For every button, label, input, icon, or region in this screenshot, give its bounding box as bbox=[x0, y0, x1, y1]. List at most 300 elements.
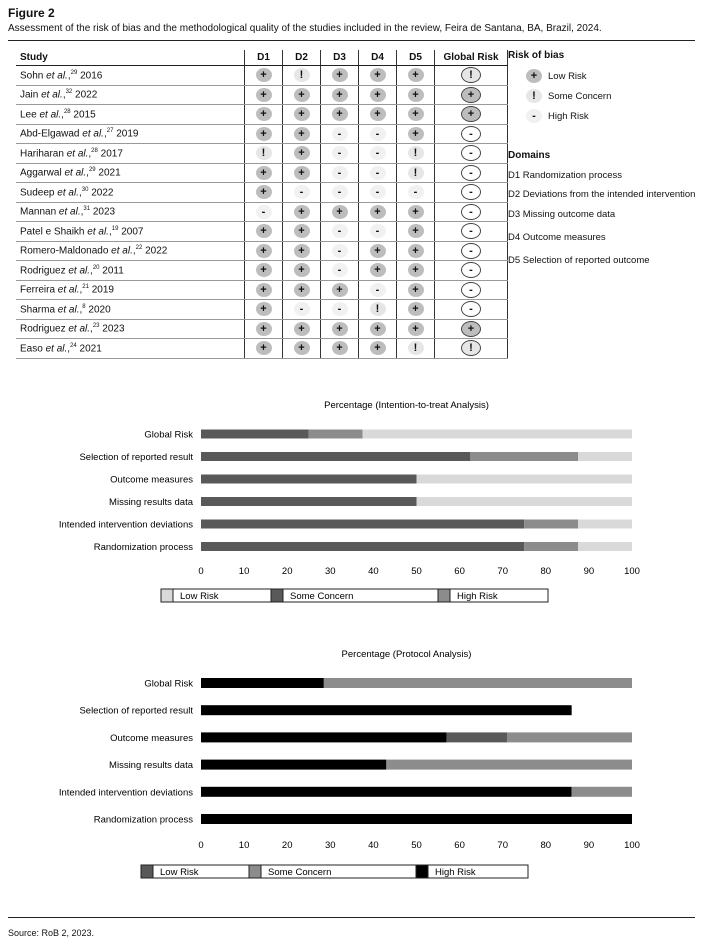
plus-icon: + bbox=[408, 224, 424, 238]
minus-icon: - bbox=[408, 185, 424, 199]
table-row bbox=[16, 85, 508, 105]
minus-icon: - bbox=[370, 224, 386, 238]
domain-cell-d2 bbox=[283, 202, 321, 222]
plus-icon: + bbox=[294, 224, 310, 238]
bar-segment bbox=[578, 452, 632, 461]
domain-cell-d2 bbox=[283, 280, 321, 300]
x-tick-label: 50 bbox=[411, 840, 422, 851]
minus-icon: - bbox=[256, 205, 272, 219]
table-row bbox=[16, 202, 508, 222]
plus-icon: + bbox=[461, 87, 481, 103]
study-name: Patel e Shaikh et al.,$^{19}$ 2007 bbox=[16, 222, 245, 242]
chart-title: Percentage (Intention-to-treat Analysis) bbox=[324, 400, 489, 411]
category-label: Missing results data bbox=[109, 497, 193, 508]
plus-icon: + bbox=[294, 341, 310, 355]
domain-cell-d2 bbox=[283, 222, 321, 242]
plus-icon: + bbox=[256, 283, 272, 297]
minus-icon: - bbox=[461, 145, 481, 161]
minus-icon: - bbox=[461, 165, 481, 181]
plus-icon: + bbox=[526, 69, 542, 83]
table-row bbox=[16, 241, 508, 261]
bar-segment bbox=[201, 705, 572, 715]
minus-icon: - bbox=[461, 204, 481, 220]
bar-segment bbox=[324, 678, 632, 688]
header-d4: D4 bbox=[359, 50, 397, 66]
exclamation-icon: ! bbox=[408, 166, 424, 180]
plus-icon: + bbox=[461, 106, 481, 122]
domain-cell-d1 bbox=[245, 339, 283, 359]
x-tick-label: 30 bbox=[325, 566, 336, 577]
domains-list bbox=[508, 150, 703, 274]
domain-cell-d3 bbox=[321, 85, 359, 105]
domain-cell-d2 bbox=[283, 124, 321, 144]
bar-segment bbox=[201, 452, 470, 461]
plus-icon: + bbox=[461, 321, 481, 337]
domain-cell-d5 bbox=[397, 300, 435, 320]
plus-icon: + bbox=[294, 263, 310, 277]
global-risk-cell bbox=[435, 66, 508, 86]
domain-cell-d5 bbox=[397, 144, 435, 164]
domain-cell-d1 bbox=[245, 105, 283, 125]
exclamation-icon: ! bbox=[526, 89, 542, 103]
domain-cell-d3 bbox=[321, 339, 359, 359]
legend-swatch bbox=[271, 589, 283, 602]
study-name: Ferreira et al.,$^{21}$ 2019 bbox=[16, 280, 245, 300]
legend-swatch bbox=[438, 589, 450, 602]
minus-icon: - bbox=[332, 146, 348, 160]
plus-icon: + bbox=[256, 244, 272, 258]
domain-cell-d4 bbox=[359, 85, 397, 105]
domain-cell-d5 bbox=[397, 202, 435, 222]
domain-cell-d5 bbox=[397, 222, 435, 242]
table-header-row bbox=[16, 50, 508, 66]
study-name: Mannan et al.,$^{31}$ 2023 bbox=[16, 202, 245, 222]
table-row bbox=[16, 105, 508, 125]
bar-segment bbox=[447, 732, 507, 742]
risk-of-bias-table bbox=[16, 50, 508, 359]
legend-label: High Risk bbox=[548, 110, 589, 122]
category-label: Global Risk bbox=[144, 429, 193, 441]
domain-cell-d3 bbox=[321, 202, 359, 222]
plus-icon: + bbox=[408, 322, 424, 336]
study-name: Lee et al.,$^{28}$ 2015 bbox=[16, 105, 245, 125]
domain-cell-d2 bbox=[283, 163, 321, 183]
domain-cell-d1 bbox=[245, 241, 283, 261]
study-name: Jain et al.,$^{32}$ 2022 bbox=[16, 85, 245, 105]
plus-icon: + bbox=[294, 107, 310, 121]
x-tick-label: 10 bbox=[238, 566, 250, 577]
minus-icon: - bbox=[332, 224, 348, 238]
minus-icon: - bbox=[461, 282, 481, 298]
plus-icon: + bbox=[294, 283, 310, 297]
header-global-risk: Global Risk bbox=[435, 50, 508, 66]
global-risk-cell bbox=[435, 339, 508, 359]
plus-icon: + bbox=[370, 263, 386, 277]
domain-cell-d4 bbox=[359, 339, 397, 359]
domain-item: D1 Randomization process bbox=[508, 170, 623, 181]
global-risk-cell bbox=[435, 202, 508, 222]
plus-icon: + bbox=[256, 302, 272, 316]
domain-cell-d5 bbox=[397, 85, 435, 105]
plus-icon: + bbox=[370, 107, 386, 121]
global-risk-cell bbox=[435, 105, 508, 125]
global-risk-cell bbox=[435, 261, 508, 281]
domain-cell-d5 bbox=[397, 183, 435, 203]
plus-icon: + bbox=[332, 341, 348, 355]
exclamation-icon: ! bbox=[256, 146, 272, 160]
domain-cell-d4 bbox=[359, 241, 397, 261]
study-name: Rodriguez et al.,$^{20}$ 2011 bbox=[16, 261, 245, 281]
plus-icon: + bbox=[294, 146, 310, 160]
plus-icon: + bbox=[332, 88, 348, 102]
x-tick-label: 0 bbox=[198, 566, 204, 577]
domain-cell-d1 bbox=[245, 202, 283, 222]
header-study: Study bbox=[16, 50, 245, 66]
x-tick-label: 90 bbox=[583, 566, 595, 577]
category-label: Selection of reported result bbox=[79, 452, 193, 463]
plus-icon: + bbox=[408, 127, 424, 141]
table-row bbox=[16, 183, 508, 203]
table-body bbox=[16, 66, 508, 359]
domain-cell-d5 bbox=[397, 339, 435, 359]
minus-icon: - bbox=[332, 302, 348, 316]
study-name: Sohn et al.,$^{29}$ 2016 bbox=[16, 66, 245, 86]
exclamation-icon: ! bbox=[370, 302, 386, 316]
bar-segment bbox=[201, 787, 572, 797]
plus-icon: + bbox=[332, 283, 348, 297]
domain-cell-d5 bbox=[397, 105, 435, 125]
domain-cell-d1 bbox=[245, 222, 283, 242]
legend-label: High Risk bbox=[435, 867, 476, 878]
plus-icon: + bbox=[370, 244, 386, 258]
global-risk-cell bbox=[435, 163, 508, 183]
minus-icon: - bbox=[332, 185, 348, 199]
minus-icon: - bbox=[461, 223, 481, 239]
domain-cell-d1 bbox=[245, 66, 283, 86]
plus-icon: + bbox=[256, 166, 272, 180]
bar-segment bbox=[201, 430, 309, 439]
bar-segment bbox=[363, 430, 632, 439]
x-tick-label: 0 bbox=[198, 840, 204, 851]
x-tick-label: 10 bbox=[238, 840, 250, 851]
category-label: Missing results data bbox=[109, 760, 193, 772]
bar-segment bbox=[572, 787, 632, 797]
bar-segment bbox=[417, 497, 633, 506]
plus-icon: + bbox=[256, 322, 272, 336]
bar-segment bbox=[201, 732, 447, 742]
minus-icon: - bbox=[461, 301, 481, 317]
domain-cell-d1 bbox=[245, 300, 283, 320]
exclamation-icon: ! bbox=[294, 68, 310, 82]
domain-cell-d1 bbox=[245, 124, 283, 144]
plus-icon: + bbox=[408, 88, 424, 102]
domain-cell-d2 bbox=[283, 144, 321, 164]
domain-cell-d3 bbox=[321, 163, 359, 183]
table-row bbox=[16, 163, 508, 183]
domain-cell-d3 bbox=[321, 183, 359, 203]
chart-intention-to-treat bbox=[0, 392, 703, 612]
plus-icon: + bbox=[408, 302, 424, 316]
study-name: Abd-Elgawad et al.,$^{27}$ 2019 bbox=[16, 124, 245, 144]
plus-icon: + bbox=[408, 283, 424, 297]
legend-swatch bbox=[141, 865, 153, 878]
plus-icon: + bbox=[294, 205, 310, 219]
domain-cell-d2 bbox=[283, 66, 321, 86]
bar-segment bbox=[524, 520, 578, 529]
plus-icon: + bbox=[370, 322, 386, 336]
global-risk-cell bbox=[435, 280, 508, 300]
plus-icon: + bbox=[256, 224, 272, 238]
table-row bbox=[16, 66, 508, 86]
domain-cell-d4 bbox=[359, 261, 397, 281]
plus-icon: + bbox=[294, 322, 310, 336]
plus-icon: + bbox=[256, 68, 272, 82]
global-risk-cell bbox=[435, 183, 508, 203]
domain-cell-d3 bbox=[321, 66, 359, 86]
domain-cell-d4 bbox=[359, 124, 397, 144]
minus-icon: - bbox=[294, 302, 310, 316]
table-row bbox=[16, 261, 508, 281]
bar-segment bbox=[201, 542, 524, 551]
domain-cell-d3 bbox=[321, 261, 359, 281]
domain-cell-d1 bbox=[245, 183, 283, 203]
plus-icon: + bbox=[370, 88, 386, 102]
global-risk-cell bbox=[435, 300, 508, 320]
legend-title: Risk of bias bbox=[508, 50, 565, 61]
study-name: Aggarwal et al.,$^{29}$ 2021 bbox=[16, 163, 245, 183]
minus-icon: - bbox=[332, 244, 348, 258]
plus-icon: + bbox=[370, 205, 386, 219]
figure-caption: Assessment of the risk of bias and the methodological quality of the studies included in the review, Feira de Santana, BA, Brazil, 2024. bbox=[8, 23, 602, 34]
x-tick-label: 40 bbox=[368, 840, 379, 851]
domain-cell-d3 bbox=[321, 300, 359, 320]
chart-protocol-analysis bbox=[0, 645, 703, 885]
domain-cell-d3 bbox=[321, 105, 359, 125]
domain-cell-d4 bbox=[359, 183, 397, 203]
legend-swatch bbox=[416, 865, 428, 878]
minus-icon: - bbox=[461, 262, 481, 278]
bar-segment bbox=[201, 760, 386, 770]
minus-icon: - bbox=[370, 146, 386, 160]
bar-segment bbox=[507, 732, 632, 742]
study-name: Sharma et al.,$^8$ 2020 bbox=[16, 300, 245, 320]
domain-cell-d4 bbox=[359, 222, 397, 242]
domain-item: D3 Missing outcome data bbox=[508, 209, 616, 220]
legend-label: Low Risk bbox=[548, 70, 587, 82]
domain-cell-d4 bbox=[359, 280, 397, 300]
minus-icon: - bbox=[370, 283, 386, 297]
category-label: Randomization process bbox=[93, 814, 193, 826]
legend-item-high bbox=[508, 106, 611, 126]
study-name: Hariharan et al.,$^{28}$ 2017 bbox=[16, 144, 245, 164]
category-label: Intended intervention deviations bbox=[58, 787, 193, 799]
bottom-rule bbox=[8, 917, 695, 918]
domain-cell-d4 bbox=[359, 300, 397, 320]
domain-cell-d3 bbox=[321, 144, 359, 164]
x-tick-label: 100 bbox=[624, 840, 640, 851]
plus-icon: + bbox=[294, 88, 310, 102]
legend-swatch bbox=[249, 865, 261, 878]
x-tick-label: 60 bbox=[454, 840, 465, 851]
bar-segment bbox=[578, 520, 632, 529]
table-row bbox=[16, 319, 508, 339]
table-row bbox=[16, 222, 508, 242]
x-tick-label: 20 bbox=[281, 840, 293, 851]
exclamation-icon: ! bbox=[461, 340, 481, 356]
plus-icon: + bbox=[370, 68, 386, 82]
domain-cell-d2 bbox=[283, 85, 321, 105]
study-name: Easo et al.,$^{24}$ 2021 bbox=[16, 339, 245, 359]
legend-label: High Risk bbox=[457, 591, 498, 602]
table-row bbox=[16, 144, 508, 164]
plus-icon: + bbox=[332, 205, 348, 219]
bar-segment bbox=[201, 814, 632, 824]
x-tick-label: 80 bbox=[540, 840, 552, 851]
domain-cell-d4 bbox=[359, 144, 397, 164]
header-d1: D1 bbox=[245, 50, 283, 66]
domain-cell-d5 bbox=[397, 163, 435, 183]
legend-label: Low Risk bbox=[160, 867, 199, 878]
plus-icon: + bbox=[408, 107, 424, 121]
minus-icon: - bbox=[461, 243, 481, 259]
category-label: Outcome measures bbox=[110, 474, 193, 486]
legend-label: Some Concern bbox=[268, 867, 332, 878]
global-risk-cell bbox=[435, 85, 508, 105]
domain-cell-d2 bbox=[283, 183, 321, 203]
minus-icon: - bbox=[332, 127, 348, 141]
bar-segment bbox=[309, 430, 363, 439]
plus-icon: + bbox=[408, 244, 424, 258]
bar-segment bbox=[386, 760, 632, 770]
x-tick-label: 80 bbox=[540, 566, 552, 577]
bar-segment bbox=[578, 542, 632, 551]
plus-icon: + bbox=[408, 205, 424, 219]
domain-cell-d5 bbox=[397, 280, 435, 300]
bar-segment bbox=[201, 497, 417, 506]
x-tick-label: 90 bbox=[583, 840, 595, 851]
minus-icon: - bbox=[370, 185, 386, 199]
exclamation-icon: ! bbox=[408, 146, 424, 160]
table-row bbox=[16, 124, 508, 144]
figure-label: Figure 2 bbox=[8, 6, 55, 20]
legend-label: Some Concern bbox=[290, 591, 354, 602]
bar-segment bbox=[417, 475, 633, 484]
study-name: Rodriguez et al.,$^{23}$ 2023 bbox=[16, 319, 245, 339]
x-tick-label: 40 bbox=[368, 566, 379, 577]
global-risk-cell bbox=[435, 144, 508, 164]
plus-icon: + bbox=[332, 322, 348, 336]
exclamation-icon: ! bbox=[408, 341, 424, 355]
legend-item-low bbox=[508, 66, 611, 86]
x-tick-label: 50 bbox=[411, 566, 422, 577]
chart-title: Percentage (Protocol Analysis) bbox=[341, 649, 472, 660]
domain-cell-d1 bbox=[245, 163, 283, 183]
domain-cell-d3 bbox=[321, 124, 359, 144]
minus-icon: - bbox=[526, 109, 542, 123]
plus-icon: + bbox=[256, 107, 272, 121]
plus-icon: + bbox=[256, 341, 272, 355]
category-label: Selection of reported result bbox=[79, 705, 193, 717]
plus-icon: + bbox=[294, 166, 310, 180]
x-tick-label: 70 bbox=[497, 566, 508, 577]
plus-icon: + bbox=[256, 127, 272, 141]
minus-icon: - bbox=[370, 127, 386, 141]
bar-segment bbox=[201, 678, 324, 688]
domain-cell-d4 bbox=[359, 319, 397, 339]
domain-cell-d5 bbox=[397, 261, 435, 281]
legend-label: Low Risk bbox=[180, 591, 219, 602]
x-tick-label: 100 bbox=[624, 566, 640, 577]
study-name: Romero-Maldonado et al.,$^{22}$ 2022 bbox=[16, 241, 245, 261]
minus-icon: - bbox=[461, 126, 481, 142]
table-row bbox=[16, 300, 508, 320]
domain-cell-d2 bbox=[283, 319, 321, 339]
bar-segment bbox=[201, 520, 524, 529]
domain-item: D4 Outcome measures bbox=[508, 232, 606, 243]
domain-cell-d3 bbox=[321, 319, 359, 339]
domains-title: Domains bbox=[508, 150, 551, 161]
table-row bbox=[16, 280, 508, 300]
domain-cell-d1 bbox=[245, 261, 283, 281]
domain-item: D2 Deviations from the intended intervention bbox=[508, 189, 696, 200]
bar-segment bbox=[470, 452, 578, 461]
minus-icon: - bbox=[332, 263, 348, 277]
plus-icon: + bbox=[370, 341, 386, 355]
legend-label: Some Concern bbox=[548, 90, 612, 102]
x-tick-label: 20 bbox=[281, 566, 293, 577]
category-label: Intended intervention deviations bbox=[58, 519, 193, 531]
domain-cell-d4 bbox=[359, 66, 397, 86]
plus-icon: + bbox=[256, 88, 272, 102]
category-label: Randomization process bbox=[93, 542, 193, 553]
global-risk-cell bbox=[435, 222, 508, 242]
domain-cell-d3 bbox=[321, 280, 359, 300]
domain-cell-d5 bbox=[397, 241, 435, 261]
plus-icon: + bbox=[256, 263, 272, 277]
domain-cell-d4 bbox=[359, 202, 397, 222]
bar-segment bbox=[524, 542, 578, 551]
domain-cell-d3 bbox=[321, 241, 359, 261]
plus-icon: + bbox=[294, 244, 310, 258]
header-d2: D2 bbox=[283, 50, 321, 66]
domain-cell-d4 bbox=[359, 105, 397, 125]
study-name: Sudeep et al.,$^{30}$ 2022 bbox=[16, 183, 245, 203]
domain-cell-d1 bbox=[245, 280, 283, 300]
category-label: Global Risk bbox=[144, 678, 193, 690]
global-risk-cell bbox=[435, 241, 508, 261]
domain-cell-d1 bbox=[245, 144, 283, 164]
domain-cell-d1 bbox=[245, 319, 283, 339]
domain-cell-d2 bbox=[283, 105, 321, 125]
global-risk-cell bbox=[435, 319, 508, 339]
x-tick-label: 70 bbox=[497, 840, 508, 851]
table-row bbox=[16, 339, 508, 359]
risk-legend bbox=[508, 50, 611, 126]
domain-cell-d2 bbox=[283, 339, 321, 359]
plus-icon: + bbox=[332, 107, 348, 121]
plus-icon: + bbox=[408, 68, 424, 82]
exclamation-icon: ! bbox=[461, 67, 481, 83]
domain-cell-d5 bbox=[397, 319, 435, 339]
category-label: Outcome measures bbox=[110, 732, 193, 744]
header-d5: D5 bbox=[397, 50, 435, 66]
plus-icon: + bbox=[332, 68, 348, 82]
domain-cell-d5 bbox=[397, 124, 435, 144]
domain-cell-d4 bbox=[359, 163, 397, 183]
bar-segment bbox=[201, 475, 417, 484]
global-risk-cell bbox=[435, 124, 508, 144]
minus-icon: - bbox=[461, 184, 481, 200]
